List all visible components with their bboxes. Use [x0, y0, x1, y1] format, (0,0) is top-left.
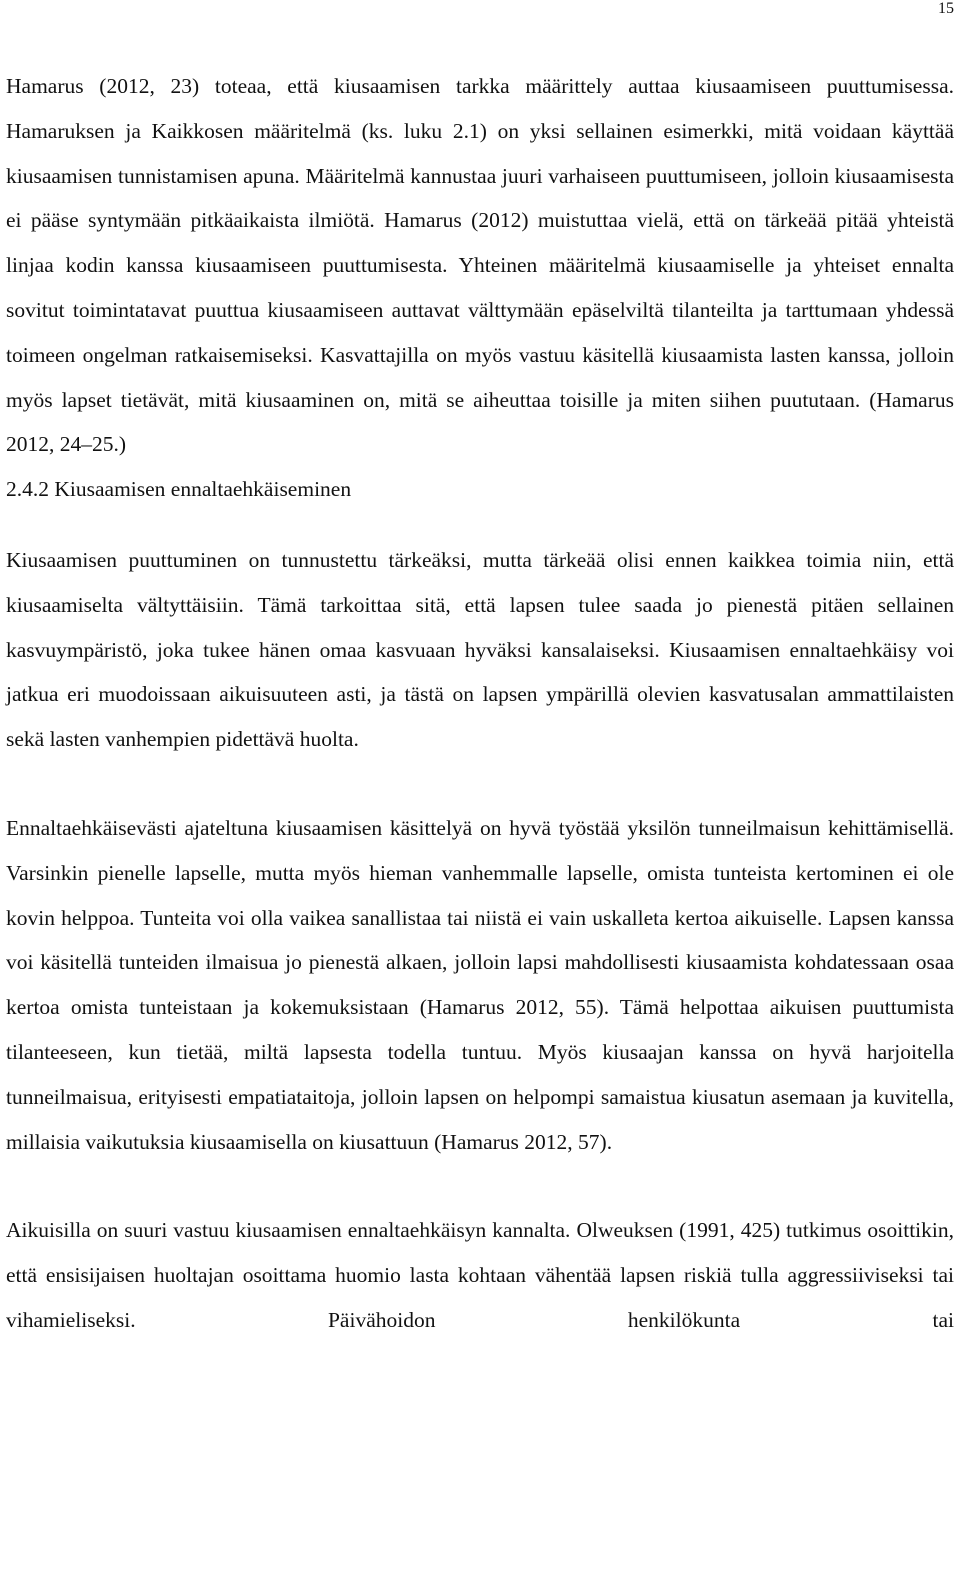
paragraph-prevention-intro: Kiusaamisen puuttuminen on tunnustettu tärkeäksi, mutta tärkeää olisi ennen kaikkea toimia niin, että kiusaamiselta vältyttäisiin. Tämä tarkoittaa sitä, että lapsen tulee saada jo pienestä pitäen sellainen kasvuympäristö, joka tukee hänen omaa kasvuaan hyväksi kansalaiseksi. Kiusaamisen ennaltaehkäisy voi jatkua eri muodoissaan aikuisuuteen asti, ja tästä on lapsen ympärillä olevien kasvatusalan ammattilaisten sekä lasten vanhempien pidettävä huolta. — [6, 547, 954, 752]
paragraph-hamarus-definition: Hamarus (2012, 23) toteaa, että kiusaamisen tarkka määrittely auttaa kiusaamiseen puuttumisessa. Hamaruksen ja Kaikkosen määritelmä (ks. luku 2.1) on yksi sellainen esimerkki, mitä voidaan käyttää kiusaamisen tunnistamisen apuna. Määritelmä kannustaa juuri varhaiseen puuttumiseen, jolloin kiusaamisesta ei pääse syntymään pitkäaikaista ilmiötä. Hamarus (2012) muistuttaa vielä, että on tärkeää pitää yhteistä linjaa kodin kanssa kiusaamiseen puuttumisesta. Yhteinen määritelmä kiusaamiselle ja yhteiset ennalta sovitut toimintatavat puuttua kiusaamiseen auttavat välttymään epäselviltä tilanteilta ja tarttumaan yhdessä toimeen ongelman ratkaisemiseksi. Kasvattajilla on myös vastuu käsitellä kiusaamista lasten kanssa, jolloin myös lapset tietävät, mitä kiusaaminen on, mitä se aiheuttaa toisille ja miten siihen puututaan. (Hamarus 2012, 24–25.) — [6, 74, 954, 457]
page-number: 15 — [938, 0, 954, 17]
paragraph-adult-responsibility: Aikuisilla on suuri vastuu kiusaamisen ennaltaehkäisyn kannalta. Olweuksen (1991, 425) tutkimus osoittikin, että ensisijaisen huoltajan osoittama huomio lasta kohtaan vähentää lapsen riskiä tulla aggressiiviseksi tai vihamieliseksi. Päivähoidon henkilökunta tai — [6, 1218, 954, 1332]
document-body — [6, 64, 954, 1343]
paragraph-emotional-expression: Ennaltaehkäisevästi ajateltuna kiusaamisen käsittelyä on hyvä työstää yksilön tunneilmaisun kehittämisellä. Varsinkin pienelle lapselle, mutta myös hieman vanhemmalle lapselle, omista tunteista kertominen ei ole kovin helppoa. Tunteita voi olla vaikea sanallistaa tai niistä ei vain uskalleta kertoa aikuiselle. Lapsen kanssa voi käsitellä tunteiden ilmaisua jo pienestä alkaen, jolloin lapsi mahdollisesti kiusaamista kohdatessaan osaa kertoa omista tunteistaan ja kokemuksistaan (Hamarus 2012, 55). Tämä helpottaa aikuisen puuttumista tilanteeseen, kun tietää, miltä lapsesta todella tuntuu. Myös kiusaajan kanssa on hyvä harjoitella tunneilmaisua, erityisesti empatiataitoja, jolloin lapsen on helpompi samaistua kiusatun asemaan ja kuvitella, millaisia vaikutuksia kiusaamisella on kiusattuun (Hamarus 2012, 57). — [6, 815, 954, 1154]
section-heading: 2.4.2 Kiusaamisen ennaltaehkäiseminen — [6, 477, 352, 502]
